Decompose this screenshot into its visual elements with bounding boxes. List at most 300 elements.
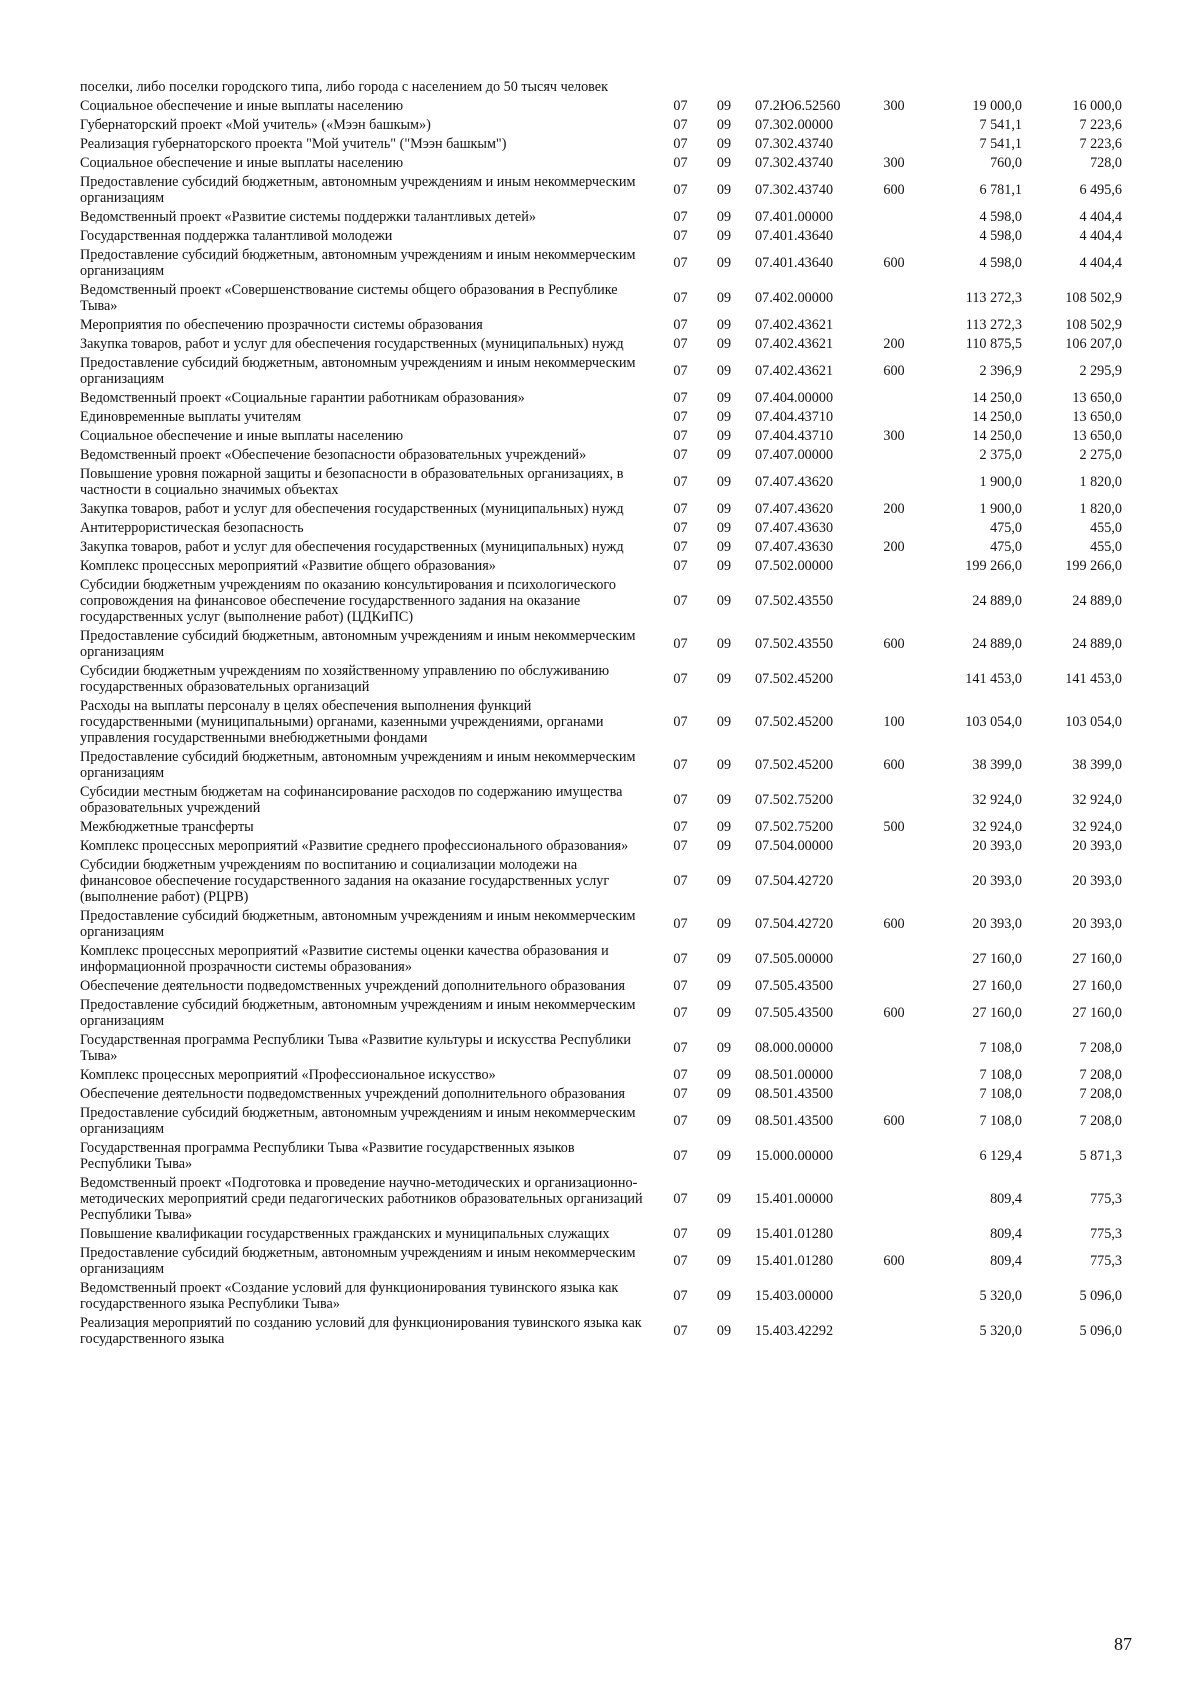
amount-year-1: 809,4 <box>990 1226 1022 1242</box>
page-number: 87 <box>1114 1634 1132 1654</box>
amount-year-2: 455,0 <box>1090 520 1122 536</box>
row-name: Комплекс процессных мероприятий «Профессиональное искусство» <box>80 1067 496 1083</box>
row-name: Ведомственный проект «Обеспечение безопасности образовательных учреждений» <box>80 447 587 463</box>
table-row <box>80 446 1130 465</box>
expense-type-code <box>863 1225 925 1244</box>
target-item-code: 07.402.00000 <box>755 290 834 306</box>
amount-year-2: 20 393,0 <box>1072 838 1122 854</box>
row-name: Мероприятия по обеспечению прозрачности системы образования <box>80 317 483 333</box>
table-row <box>80 1174 1130 1225</box>
expense-type-code <box>863 316 925 335</box>
amount-year-2: 16 000,0 <box>1072 98 1122 114</box>
subsection-code: 09 <box>716 182 732 198</box>
table-row <box>80 154 1130 173</box>
amount-year-1: 7 108,0 <box>979 1040 1022 1056</box>
amount-year-1: 6 129,4 <box>979 1148 1022 1164</box>
expense-type-code <box>863 977 925 996</box>
target-item-code: 07.504.42720 <box>755 916 834 932</box>
table-row <box>80 97 1130 116</box>
subsection-code: 09 <box>716 1005 732 1021</box>
amount-year-1: 14 250,0 <box>972 390 1022 406</box>
amount-year-2: 7 208,0 <box>1079 1086 1122 1102</box>
section-code: 07 <box>673 1086 688 1102</box>
section-code: 07 <box>673 819 688 835</box>
table-row <box>80 748 1130 783</box>
target-item-code <box>745 78 863 97</box>
amount-year-2: 7 223,6 <box>1079 136 1122 152</box>
expense-type-code: 600 <box>883 182 905 198</box>
subsection-code: 09 <box>716 951 732 967</box>
expense-type-code <box>863 557 925 576</box>
section-code: 07 <box>673 428 688 444</box>
expense-type-code <box>863 1174 925 1225</box>
expense-type-code: 500 <box>883 819 905 835</box>
section-code: 07 <box>673 951 688 967</box>
expense-type-code <box>863 1066 925 1085</box>
subsection-code: 09 <box>716 1226 732 1242</box>
row-name: Единовременные выплаты учителям <box>80 409 302 425</box>
row-name: Предоставление субсидий бюджетным, автономным учреждениям и иным некоммерческим организациям <box>80 997 636 1029</box>
target-item-code: 15.000.00000 <box>755 1148 834 1164</box>
section-code: 07 <box>673 757 688 773</box>
amount-year-1: 475,0 <box>990 539 1022 555</box>
subsection-code: 09 <box>716 255 732 271</box>
amount-year-1: 20 393,0 <box>972 916 1022 932</box>
target-item-code: 07.402.43621 <box>755 317 834 333</box>
amount-year-1: 103 054,0 <box>965 714 1022 730</box>
subsection-code: 09 <box>716 873 732 889</box>
amount-year-2: 4 404,4 <box>1079 228 1122 244</box>
expense-type-code: 600 <box>883 916 905 932</box>
row-name: Предоставление субсидий бюджетным, автономным учреждениям и иным некоммерческим организациям <box>80 355 636 387</box>
table-row <box>80 281 1130 316</box>
section-code: 07 <box>673 117 688 133</box>
amount-year-2: 775,3 <box>1090 1226 1122 1242</box>
table-row <box>80 246 1130 281</box>
row-name: Ведомственный проект «Развитие системы поддержки талантливых детей» <box>80 209 536 225</box>
target-item-code: 07.404.43710 <box>755 409 834 425</box>
amount-year-2: 32 924,0 <box>1072 792 1122 808</box>
row-name: Социальное обеспечение и иные выплаты населению <box>80 98 404 114</box>
amount-year-2: 7 223,6 <box>1079 117 1122 133</box>
row-name: Реализация мероприятий по созданию условий для функционирования тувинского языка как государственного языка <box>80 1315 642 1347</box>
row-name: Субсидии бюджетным учреждениям по хозяйственному управлению по обслуживанию государственных образовательных организаций <box>80 663 610 695</box>
subsection-code: 09 <box>716 317 732 333</box>
row-name: Предоставление субсидий бюджетным, автономным учреждениям и иным некоммерческим организациям <box>80 628 636 660</box>
expense-type-code: 600 <box>883 757 905 773</box>
section-code <box>658 78 703 97</box>
row-name: Субсидии местным бюджетам на софинансирование расходов по содержанию имущества образовательных учреждений <box>80 784 623 816</box>
expense-type-code: 300 <box>883 98 905 114</box>
section-code: 07 <box>673 593 688 609</box>
subsection-code: 09 <box>716 447 732 463</box>
subsection-code: 09 <box>716 336 732 352</box>
expense-type-code <box>863 942 925 977</box>
amount-year-1: 19 000,0 <box>972 98 1022 114</box>
amount-year-2: 199 266,0 <box>1065 558 1122 574</box>
amount-year-1: 7 108,0 <box>979 1113 1022 1129</box>
expense-type-code <box>863 135 925 154</box>
expense-type-code <box>863 1139 925 1174</box>
subsection-code: 09 <box>716 428 732 444</box>
target-item-code: 07.402.43621 <box>755 336 834 352</box>
expense-type-code <box>863 408 925 427</box>
amount-year-2: 2 295,9 <box>1079 363 1122 379</box>
target-item-code: 07.407.43620 <box>755 501 834 517</box>
amount-year-2: 4 404,4 <box>1079 209 1122 225</box>
row-name: Обеспечение деятельности подведомственных учреждений дополнительного образования <box>80 978 626 994</box>
row-name: Предоставление субсидий бюджетным, автономным учреждениям и иным некоммерческим организациям <box>80 908 636 940</box>
amount-year-1: 7 541,1 <box>979 117 1022 133</box>
table-row <box>80 208 1130 227</box>
expense-type-code <box>863 519 925 538</box>
amount-year-2: 2 275,0 <box>1079 447 1122 463</box>
expense-type-code <box>863 1031 925 1066</box>
table-row <box>80 1139 1130 1174</box>
table-row <box>80 1244 1130 1279</box>
section-code: 07 <box>673 1226 688 1242</box>
expense-type-code <box>863 1314 925 1349</box>
row-name: Комплекс процессных мероприятий «Развитие общего образования» <box>80 558 496 574</box>
target-item-code: 07.502.75200 <box>755 819 834 835</box>
amount-year-1: 14 250,0 <box>972 409 1022 425</box>
target-item-code: 07.505.43500 <box>755 1005 834 1021</box>
subsection-code: 09 <box>716 363 732 379</box>
amount-year-2: 141 453,0 <box>1065 671 1122 687</box>
table-row <box>80 996 1130 1031</box>
amount-year-2: 103 054,0 <box>1065 714 1122 730</box>
row-name: Предоставление субсидий бюджетным, автономным учреждениям и иным некоммерческим организациям <box>80 1245 636 1277</box>
amount-year-2: 20 393,0 <box>1072 916 1122 932</box>
table-row <box>80 78 1130 97</box>
target-item-code: 07.302.43740 <box>755 155 834 171</box>
target-item-code: 07.502.75200 <box>755 792 834 808</box>
table-row <box>80 977 1130 996</box>
amount-year-2: 20 393,0 <box>1072 873 1122 889</box>
target-item-code: 07.505.43500 <box>755 978 834 994</box>
subsection-code: 09 <box>716 520 732 536</box>
expense-type-code <box>863 446 925 465</box>
expense-type-code: 300 <box>883 428 905 444</box>
section-code: 07 <box>673 155 688 171</box>
section-code: 07 <box>673 255 688 271</box>
amount-year-2: 13 650,0 <box>1072 390 1122 406</box>
section-code: 07 <box>673 671 688 687</box>
amount-year-1 <box>925 78 1028 97</box>
row-name: Обеспечение деятельности подведомственных учреждений дополнительного образования <box>80 1086 626 1102</box>
row-name: Субсидии бюджетным учреждениям по воспитанию и социализации молодежи на финансовое обеспечение государственного задания на оказание государственных услуг (выполнение работ) (РЦРВ) <box>80 857 610 905</box>
subsection-code: 09 <box>716 1191 732 1207</box>
subsection-code: 09 <box>716 1253 732 1269</box>
section-code: 07 <box>673 317 688 333</box>
amount-year-1: 4 598,0 <box>979 209 1022 225</box>
target-item-code: 15.403.42292 <box>755 1323 834 1339</box>
subsection-code: 09 <box>716 390 732 406</box>
amount-year-1: 7 108,0 <box>979 1067 1022 1083</box>
amount-year-1: 809,4 <box>990 1191 1022 1207</box>
table-row <box>80 538 1130 557</box>
budget-table <box>80 78 1130 1349</box>
table-row <box>80 427 1130 446</box>
table-row <box>80 856 1130 907</box>
amount-year-2: 13 650,0 <box>1072 428 1122 444</box>
target-item-code: 07.407.43630 <box>755 520 834 536</box>
subsection-code <box>703 78 745 97</box>
table-row <box>80 783 1130 818</box>
expense-type-code: 600 <box>883 1005 905 1021</box>
target-item-code: 07.404.00000 <box>755 390 834 406</box>
amount-year-2: 5 096,0 <box>1079 1323 1122 1339</box>
expense-type-code <box>863 78 925 97</box>
section-code: 07 <box>673 290 688 306</box>
expense-type-code <box>863 576 925 627</box>
section-code: 07 <box>673 1253 688 1269</box>
target-item-code: 07.502.43550 <box>755 593 834 609</box>
budget-table-body <box>80 78 1130 1349</box>
row-name: Губернаторский проект «Мой учитель» («Мээн башкым») <box>80 117 431 133</box>
amount-year-2: 6 495,6 <box>1079 182 1122 198</box>
subsection-code: 09 <box>716 714 732 730</box>
amount-year-2: 7 208,0 <box>1079 1113 1122 1129</box>
expense-type-code <box>863 208 925 227</box>
subsection-code: 09 <box>716 136 732 152</box>
section-code: 07 <box>673 336 688 352</box>
subsection-code: 09 <box>716 838 732 854</box>
target-item-code: 07.407.43620 <box>755 474 834 490</box>
amount-year-2: 5 096,0 <box>1079 1288 1122 1304</box>
row-name: Расходы на выплаты персоналу в целях обеспечения выполнения функций государственными (муниципальными) органами, казенными учреждениями, органами управления государственными внебюджетными фондами <box>80 698 604 746</box>
table-row <box>80 389 1130 408</box>
amount-year-1: 5 320,0 <box>979 1288 1022 1304</box>
amount-year-1: 27 160,0 <box>972 978 1022 994</box>
section-code: 07 <box>673 1148 688 1164</box>
section-code: 07 <box>673 1040 688 1056</box>
target-item-code: 07.504.42720 <box>755 873 834 889</box>
target-item-code: 07.302.00000 <box>755 117 834 133</box>
section-code: 07 <box>673 1113 688 1129</box>
target-item-code: 15.401.01280 <box>755 1226 834 1242</box>
target-item-code: 07.2Ю6.52560 <box>755 98 841 114</box>
row-name: Ведомственный проект «Создание условий для функционирования тувинского языка как государственного языка Республики Тыва» <box>80 1280 619 1312</box>
section-code: 07 <box>673 792 688 808</box>
target-item-code: 07.505.00000 <box>755 951 834 967</box>
table-row <box>80 837 1130 856</box>
target-item-code: 07.401.43640 <box>755 255 834 271</box>
expense-type-code <box>863 389 925 408</box>
amount-year-1: 4 598,0 <box>979 228 1022 244</box>
subsection-code: 09 <box>716 1086 732 1102</box>
expense-type-code: 200 <box>883 336 905 352</box>
section-code: 07 <box>673 409 688 425</box>
target-item-code: 08.501.43500 <box>755 1113 834 1129</box>
amount-year-2: 27 160,0 <box>1072 1005 1122 1021</box>
amount-year-2: 7 208,0 <box>1079 1040 1122 1056</box>
amount-year-2 <box>1028 78 1130 97</box>
target-item-code: 07.402.43621 <box>755 363 834 379</box>
table-row <box>80 408 1130 427</box>
table-row <box>80 1031 1130 1066</box>
row-name: Реализация губернаторского проекта "Мой учитель" ("Мээн башкым") <box>80 136 507 152</box>
table-row <box>80 942 1130 977</box>
amount-year-2: 27 160,0 <box>1072 978 1122 994</box>
amount-year-2: 32 924,0 <box>1072 819 1122 835</box>
amount-year-2: 108 502,9 <box>1065 290 1122 306</box>
amount-year-1: 14 250,0 <box>972 428 1022 444</box>
row-name: Повышение квалификации государственных гражданских и муниципальных служащих <box>80 1226 610 1242</box>
subsection-code: 09 <box>716 916 732 932</box>
table-row <box>80 627 1130 662</box>
row-name: Межбюджетные трансферты <box>80 819 254 835</box>
row-name: Ведомственный проект «Совершенствование системы общего образования в Республике Тыва» <box>80 282 618 314</box>
subsection-code: 09 <box>716 792 732 808</box>
target-item-code: 07.502.00000 <box>755 558 834 574</box>
amount-year-1: 7 108,0 <box>979 1086 1022 1102</box>
amount-year-2: 38 399,0 <box>1072 757 1122 773</box>
amount-year-1: 24 889,0 <box>972 593 1022 609</box>
row-name: Предоставление субсидий бюджетным, автономным учреждениям и иным некоммерческим организациям <box>80 749 636 781</box>
section-code: 07 <box>673 714 688 730</box>
table-row <box>80 1104 1130 1139</box>
row-name: Ведомственный проект «Подготовка и проведение научно-методических и организационно-методических мероприятий среди педагогических работников образовательных организаций Республики Тыва» <box>80 1175 643 1223</box>
subsection-code: 09 <box>716 209 732 225</box>
row-name: Государственная программа Республики Тыва «Развитие государственных языков Республики Тыва» <box>80 1140 575 1172</box>
subsection-code: 09 <box>716 558 732 574</box>
row-name: Предоставление субсидий бюджетным, автономным учреждениям и иным некоммерческим организациям <box>80 247 636 279</box>
subsection-code: 09 <box>716 593 732 609</box>
amount-year-1: 1 900,0 <box>979 474 1022 490</box>
subsection-code: 09 <box>716 1288 732 1304</box>
amount-year-2: 455,0 <box>1090 539 1122 555</box>
target-item-code: 07.504.00000 <box>755 838 834 854</box>
expense-type-code: 200 <box>883 501 905 517</box>
expense-type-code: 600 <box>883 1253 905 1269</box>
target-item-code: 07.502.45200 <box>755 714 834 730</box>
expense-type-code <box>863 281 925 316</box>
target-item-code: 07.407.00000 <box>755 447 834 463</box>
subsection-code: 09 <box>716 155 732 171</box>
amount-year-2: 106 207,0 <box>1065 336 1122 352</box>
section-code: 07 <box>673 209 688 225</box>
amount-year-1: 5 320,0 <box>979 1323 1022 1339</box>
expense-type-code: 600 <box>883 1113 905 1129</box>
expense-type-code: 200 <box>883 539 905 555</box>
amount-year-2: 5 871,3 <box>1079 1148 1122 1164</box>
subsection-code: 09 <box>716 539 732 555</box>
subsection-code: 09 <box>716 978 732 994</box>
row-name: Социальное обеспечение и иные выплаты населению <box>80 155 404 171</box>
table-row <box>80 519 1130 538</box>
row-name: поселки, либо поселки городского типа, либо города с населением до 50 тысяч человек <box>80 79 608 95</box>
amount-year-2: 24 889,0 <box>1072 636 1122 652</box>
amount-year-1: 24 889,0 <box>972 636 1022 652</box>
section-code: 07 <box>673 136 688 152</box>
target-item-code: 08.501.00000 <box>755 1067 834 1083</box>
table-row <box>80 173 1130 208</box>
row-name: Антитеррористическая безопасность <box>80 520 304 536</box>
section-code: 07 <box>673 228 688 244</box>
amount-year-1: 38 399,0 <box>972 757 1022 773</box>
target-item-code: 07.302.43740 <box>755 182 834 198</box>
amount-year-1: 27 160,0 <box>972 1005 1022 1021</box>
row-name: Государственная программа Республики Тыва «Развитие культуры и искусства Республики Тыва» <box>80 1032 631 1064</box>
target-item-code: 15.403.00000 <box>755 1288 834 1304</box>
section-code: 07 <box>673 474 688 490</box>
section-code: 07 <box>673 182 688 198</box>
subsection-code: 09 <box>716 98 732 114</box>
document-page <box>80 78 1130 1349</box>
table-row <box>80 1314 1130 1349</box>
amount-year-1: 475,0 <box>990 520 1022 536</box>
section-code: 07 <box>673 978 688 994</box>
section-code: 07 <box>673 1005 688 1021</box>
table-row <box>80 354 1130 389</box>
expense-type-code: 300 <box>883 155 905 171</box>
amount-year-1: 110 875,5 <box>965 336 1022 352</box>
table-row <box>80 697 1130 748</box>
amount-year-2: 24 889,0 <box>1072 593 1122 609</box>
row-name: Социальное обеспечение и иные выплаты населению <box>80 428 404 444</box>
expense-type-code <box>863 856 925 907</box>
amount-year-1: 113 272,3 <box>965 317 1022 333</box>
row-name: Закупка товаров, работ и услуг для обеспечения государственных (муниципальных) нужд <box>80 336 624 352</box>
section-code: 07 <box>673 520 688 536</box>
table-row <box>80 135 1130 154</box>
expense-type-code: 100 <box>883 714 905 730</box>
section-code: 07 <box>673 1323 688 1339</box>
table-row <box>80 818 1130 837</box>
amount-year-2: 775,3 <box>1090 1191 1122 1207</box>
table-row <box>80 335 1130 354</box>
target-item-code: 07.401.43640 <box>755 228 834 244</box>
row-name: Ведомственный проект «Социальные гарантии работникам образования» <box>80 390 525 406</box>
amount-year-2: 4 404,4 <box>1079 255 1122 271</box>
amount-year-1: 2 375,0 <box>979 447 1022 463</box>
section-code: 07 <box>673 539 688 555</box>
amount-year-2: 27 160,0 <box>1072 951 1122 967</box>
amount-year-1: 760,0 <box>990 155 1022 171</box>
amount-year-1: 32 924,0 <box>972 819 1022 835</box>
expense-type-code <box>863 837 925 856</box>
section-code: 07 <box>673 1067 688 1083</box>
section-code: 07 <box>673 447 688 463</box>
target-item-code: 08.000.00000 <box>755 1040 834 1056</box>
section-code: 07 <box>673 1191 688 1207</box>
expense-type-code <box>863 465 925 500</box>
section-code: 07 <box>673 636 688 652</box>
amount-year-1: 20 393,0 <box>972 838 1022 854</box>
subsection-code: 09 <box>716 1040 732 1056</box>
amount-year-2: 108 502,9 <box>1065 317 1122 333</box>
row-name: Закупка товаров, работ и услуг для обеспечения государственных (муниципальных) нужд <box>80 501 624 517</box>
amount-year-1: 6 781,1 <box>979 182 1022 198</box>
amount-year-1: 7 541,1 <box>979 136 1022 152</box>
row-name: Повышение уровня пожарной защиты и безопасности в образовательных организациях, в частности в социально значимых объектах <box>80 466 624 498</box>
target-item-code: 07.502.45200 <box>755 757 834 773</box>
row-name: Субсидии бюджетным учреждениям по оказанию консультирования и психологического сопровождения на финансовое обеспечение государственного задания на оказание государственных услуг (выполнение работ) (ЦДКиПС) <box>80 577 616 625</box>
target-item-code: 15.401.01280 <box>755 1253 834 1269</box>
row-name: Комплекс процессных мероприятий «Развитие среднего профессионального образования» <box>80 838 629 854</box>
amount-year-1: 32 924,0 <box>972 792 1022 808</box>
table-row <box>80 1085 1130 1104</box>
target-item-code: 15.401.00000 <box>755 1191 834 1207</box>
row-name: Государственная поддержка талантливой молодежи <box>80 228 393 244</box>
table-row <box>80 316 1130 335</box>
amount-year-1: 141 453,0 <box>965 671 1022 687</box>
expense-type-code <box>863 783 925 818</box>
subsection-code: 09 <box>716 228 732 244</box>
target-item-code: 07.502.45200 <box>755 671 834 687</box>
amount-year-2: 7 208,0 <box>1079 1067 1122 1083</box>
